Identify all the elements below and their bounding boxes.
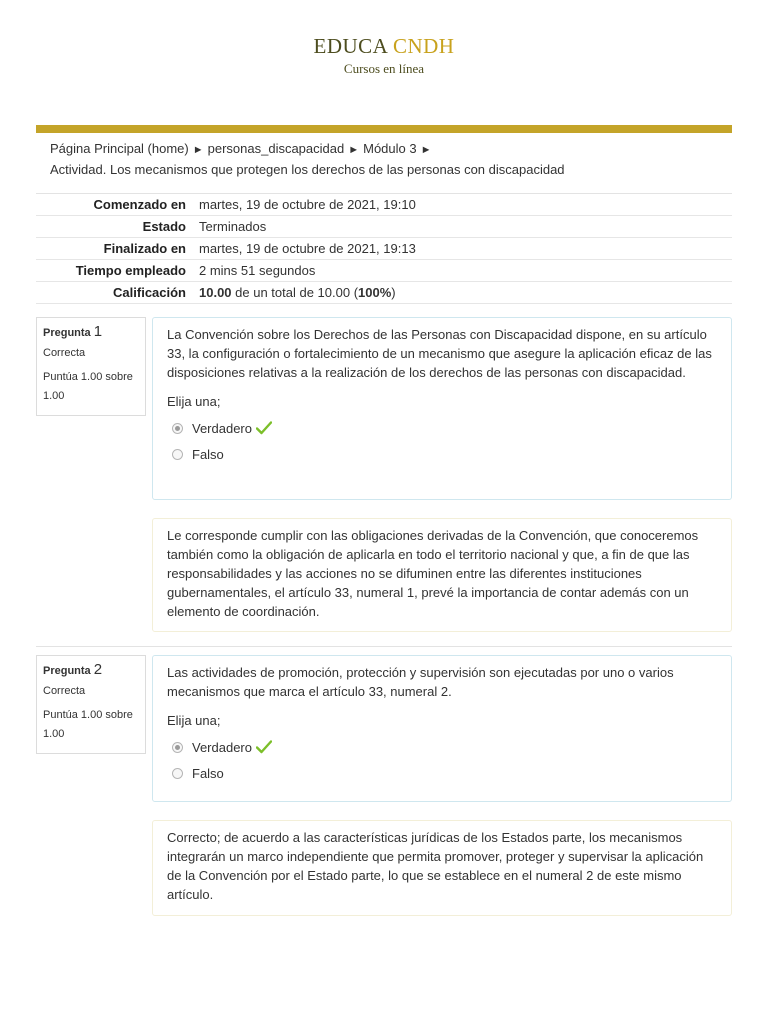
question-info-1 <box>36 317 146 416</box>
question-content-2 <box>152 655 732 802</box>
option-label: Falso <box>192 765 224 781</box>
summary-value <box>199 282 732 304</box>
question-feedback-2 <box>152 820 732 916</box>
question-content-1 <box>152 317 732 500</box>
summary-label: Tiempo empleado <box>36 260 199 282</box>
grade-close-paren: ) <box>391 285 396 300</box>
question-label: Pregunta <box>43 665 91 677</box>
radio-button[interactable] <box>172 449 183 460</box>
question-number-value: 2 <box>93 661 103 678</box>
feedback-text: Correcto; de acuerdo a las características jurídicas de los Estados parte, los mecanismos integrarán un marco independiente que permita promover, proteger y supervisar la aplicación de la Convención por el Estado parte, lo que se establece en el numeral 2 de este mismo artículo. <box>167 830 704 902</box>
breadcrumb-separator-icon: ► <box>192 144 204 156</box>
grade-percent: 100% <box>358 285 392 300</box>
summary-value: martes, 19 de octubre de 2021, 19:13 <box>199 238 732 260</box>
radio-button-checked[interactable] <box>172 742 183 753</box>
logo-word-educa: EDUCA <box>313 34 388 58</box>
answer-options <box>167 415 717 467</box>
question-grade: Puntúa 1.00 sobre 1.00 <box>43 709 133 740</box>
summary-label: Calificación <box>36 282 199 304</box>
answer-option-false[interactable] <box>167 760 717 786</box>
question-number <box>43 323 139 340</box>
answer-options <box>167 734 717 786</box>
answer-prompt: Elija una; <box>167 713 221 728</box>
radio-button-checked[interactable] <box>172 423 183 434</box>
check-icon <box>256 421 272 435</box>
answer-option-false[interactable] <box>167 441 717 467</box>
summary-value: martes, 19 de octubre de 2021, 19:10 <box>199 194 732 216</box>
top-accent-bar <box>36 125 732 133</box>
radio-button[interactable] <box>172 768 183 779</box>
grade-score: 10.00 <box>199 285 232 300</box>
summary-row-time <box>36 260 732 282</box>
question-number <box>43 661 139 678</box>
breadcrumb-course-link[interactable]: personas_discapacidad <box>207 141 345 156</box>
breadcrumb-home-link[interactable]: Página Principal (home) <box>50 141 189 156</box>
question-state: Correcta <box>43 347 86 359</box>
question-label: Pregunta <box>43 327 91 339</box>
summary-row-grade <box>36 282 732 304</box>
summary-value: 2 mins 51 segundos <box>199 260 732 282</box>
question-divider <box>36 646 732 647</box>
answer-option-true[interactable] <box>167 415 717 441</box>
breadcrumb-module-link[interactable]: Módulo 3 <box>363 141 417 156</box>
breadcrumb-separator-icon: ► <box>348 144 360 156</box>
option-label: Verdadero <box>192 739 252 755</box>
summary-label: Estado <box>36 216 199 238</box>
option-label: Verdadero <box>192 420 252 436</box>
logo-word-cndh: CNDH <box>392 34 455 58</box>
summary-row-state <box>36 216 732 238</box>
question-state: Correcta <box>43 685 86 697</box>
summary-label: Comenzado en <box>36 194 199 216</box>
site-subtitle: Cursos en línea <box>343 61 425 76</box>
attempt-summary-table <box>36 194 732 304</box>
summary-row-started <box>36 194 732 216</box>
question-text: Las actividades de promoción, protección y supervisión son ejecutadas por uno o varios mecanismos que marca el artículo 33, numeral 2. <box>167 665 674 699</box>
option-label: Falso <box>192 446 224 462</box>
feedback-text: Le corresponde cumplir con las obligaciones derivadas de la Convención, que conoceremos también como la obligación de aplicarla en todo el territorio nacional y que, a fin de que las responsabilidades y las acciones no se difuminen entre las diferentes instituciones gubernamentales, el artículo 33, numeral 1, prevé la importancia de contar además con un elemento de coordinación. <box>167 528 699 619</box>
site-header <box>0 32 768 77</box>
question-feedback-1 <box>152 518 732 632</box>
check-icon <box>256 740 272 754</box>
answer-option-true[interactable] <box>167 734 717 760</box>
grade-total-text: de un total de 10.00 ( <box>231 285 359 300</box>
question-grade: Puntúa 1.00 sobre 1.00 <box>43 371 133 402</box>
site-logo[interactable] <box>0 32 768 60</box>
breadcrumb <box>50 139 720 180</box>
summary-value: Terminados <box>199 216 732 238</box>
summary-label: Finalizado en <box>36 238 199 260</box>
summary-row-finished <box>36 238 732 260</box>
question-text: La Convención sobre los Derechos de las Personas con Discapacidad dispone, en su artículo 33, la configuración o fortalecimiento de un mecanismo que asegure la aplicación eficaz de las disposiciones relativas a la realización de los derechos de las personas con discapacidad. <box>167 327 712 380</box>
question-number-value: 1 <box>93 323 103 340</box>
breadcrumb-separator-icon: ► <box>420 144 432 156</box>
answer-prompt: Elija una; <box>167 394 221 409</box>
breadcrumb-activity-link[interactable]: Actividad. Los mecanismos que protegen los derechos de las personas con discapacidad <box>50 162 565 177</box>
question-info-2 <box>36 655 146 754</box>
